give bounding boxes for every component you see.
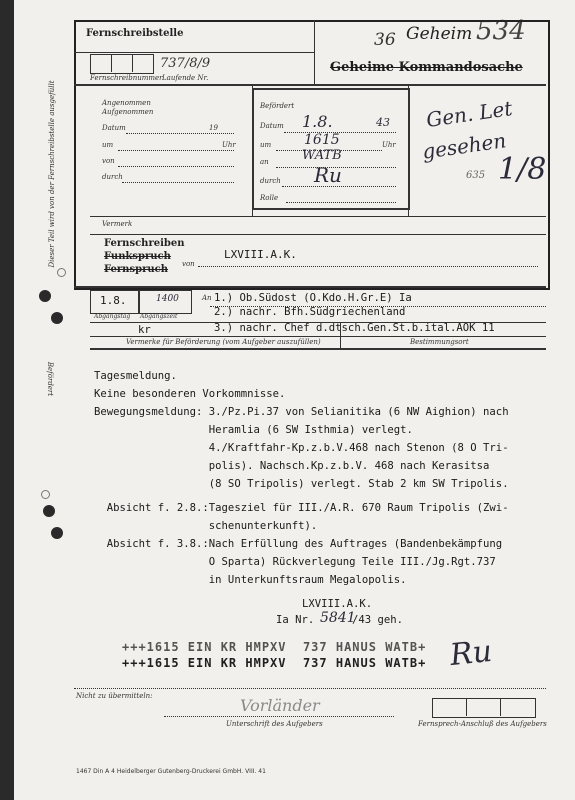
forwarded-time-label: um	[260, 141, 272, 149]
reference-prefix: Ia Nr.	[276, 614, 315, 626]
day-label: Abgangstag	[94, 313, 131, 320]
signature-scrawl: Vorländer	[240, 696, 320, 715]
punch-hole	[39, 290, 51, 302]
body-line: schenunterkunft).	[94, 520, 318, 532]
body-line: Absicht f. 3.8.:Nach Erfüllung des Auftrages (Bandenbekämpfung	[94, 538, 503, 550]
body-line: in Unterkunftsraum Megalopolis.	[94, 574, 407, 586]
received-time-unit: Uhr	[222, 141, 236, 149]
received-year: 19	[209, 124, 218, 132]
forwarded-time-unit: Uhr	[382, 141, 396, 149]
received-title-a: Angenommen	[102, 99, 151, 107]
body-line: polis). Nachsch.Kp.z.b.V. 468 nach Kerasitsa	[94, 460, 490, 472]
message-type-radio: Funkspruch	[104, 251, 171, 262]
body-line: Keine besonderen Vorkommnisse.	[94, 388, 286, 400]
body-line: Absicht f. 2.8.:Tagesziel für III./A.R. 670 Raum Tripolis (Zwi-	[94, 502, 509, 514]
printer-imprint: 1467 Din A 4 Heidelberger Gutenberg-Druckerei GmbH. VIII. 41	[76, 768, 266, 775]
reference-number: 5841	[320, 610, 356, 626]
received-via-label: durch	[102, 173, 123, 181]
body-line: 4./Kraftfahr-Kp.z.b.V.468 nach Stenon (8 O Tri-	[94, 442, 509, 454]
secret-label: Geheim	[406, 24, 473, 44]
phone-box	[432, 698, 536, 718]
forwarded-date-label: Datum	[260, 122, 284, 130]
received-date-label: Datum	[102, 124, 126, 132]
number-box	[90, 54, 154, 74]
teleprinter-line: +++1615 EIN KR HMPXV 737 HANUS WATB+	[122, 640, 427, 654]
forwarded-roll-label: Rolle	[260, 194, 279, 202]
forwarded-date-value: 1.8.	[302, 112, 333, 131]
classification: Geheime Kommandosache	[330, 60, 523, 75]
day-value: 1.8.	[100, 294, 127, 307]
forwarded-title: Befördert	[260, 102, 295, 110]
reinforcement-ring	[57, 268, 66, 277]
received-from-label: von	[102, 157, 115, 165]
sender-from-label: von	[182, 260, 195, 268]
signature-label: Unterschrift des Aufgebers	[226, 720, 323, 728]
punch-hole	[51, 527, 63, 539]
message-type-telex: Fernschreiben	[104, 238, 185, 249]
punch-hole	[51, 312, 63, 324]
reinforcement-ring	[41, 490, 50, 499]
serial-value: 737/8/9	[160, 56, 211, 71]
memo-label: Vermerk	[102, 220, 133, 228]
recipient-3: 3.) nachr. Chef d.dtsch.Gen.St.b.ital.AOK 11	[214, 322, 495, 334]
recipient-2: 2.) nachr. Bfh.Südgriechenland	[214, 306, 406, 318]
body-line: Heramlia (6 SW Isthmia) verlegt.	[94, 424, 413, 436]
body-line: Tagesmeldung.	[94, 370, 177, 382]
handwritten-note-line1: Gen. Let	[424, 96, 514, 132]
margin-note: Dieser Teil wird von der Fernschreibstelle ausgefüllt	[48, 80, 56, 268]
punch-hole	[43, 505, 55, 517]
body-line: O Sparta) Rückverlegung Teile III./Jg.Rgt.737	[94, 556, 496, 568]
margin-side-label: Befördert	[46, 361, 54, 397]
departure-value: 1400	[156, 294, 179, 304]
destination-label: Bestimmungsort	[410, 338, 469, 346]
body-line: (8 SO Tripolis) verlegt. Stab 2 km SW Tripolis.	[94, 478, 509, 490]
degree-value: kr	[138, 324, 151, 336]
phone-label: Fernsprech-Anschluß des Aufgebers	[418, 720, 547, 728]
message-type-phone: Fernspruch	[104, 264, 168, 275]
reference-suffix: /43 geh.	[352, 614, 404, 626]
teleprinter-line: +++1615 EIN KR HMPXV 737 HANUS WATB+	[122, 656, 427, 670]
recipient-1: 1.) Ob.Südost (O.Kdo.H.Gr.E) Ia	[214, 292, 412, 304]
forwarded-time-value: 1615	[304, 132, 340, 148]
secret-number: 534	[476, 16, 526, 46]
handwritten-note-line2: gesehen	[420, 128, 508, 164]
handwritten-note-fraction: 1/8	[498, 152, 547, 187]
forwarded-to-value: WATB	[302, 148, 342, 163]
handwritten-note-code: 635	[466, 170, 486, 181]
forwarded-to-label: an	[260, 158, 269, 166]
signature-unit: LXVIII.A.K.	[302, 598, 373, 610]
to-label: An	[202, 294, 212, 302]
serial-label: Laufende Nr.	[162, 74, 209, 82]
page-number: 36	[374, 30, 396, 50]
document-sheet	[14, 0, 575, 800]
telex-number-label: Fernschreibnummer	[90, 74, 163, 82]
teleprinter-initials: Ru	[448, 633, 494, 674]
forwarded-year-value: 43	[376, 116, 390, 129]
forwarded-via-label: durch	[260, 177, 281, 185]
sender-unit: LXVIII.A.K.	[224, 248, 297, 261]
received-time-label: um	[102, 141, 114, 149]
body-line: Bewegungsmeldung: 3./Pz.Pi.37 von Selianitika (6 NW Aighion) nach	[94, 406, 509, 418]
departure-label: Abgangszeit	[140, 313, 178, 320]
forwarded-via-value: Ru	[314, 163, 342, 187]
received-title-b: Aufgenommen	[102, 108, 154, 116]
not-transmit-label: Nicht zu übermitteln:	[76, 692, 153, 700]
telex-office-label: Fernschreibstelle	[86, 28, 184, 39]
notes-label: Vermerke für Beförderung (vom Aufgeber auszufüllen)	[126, 338, 321, 346]
